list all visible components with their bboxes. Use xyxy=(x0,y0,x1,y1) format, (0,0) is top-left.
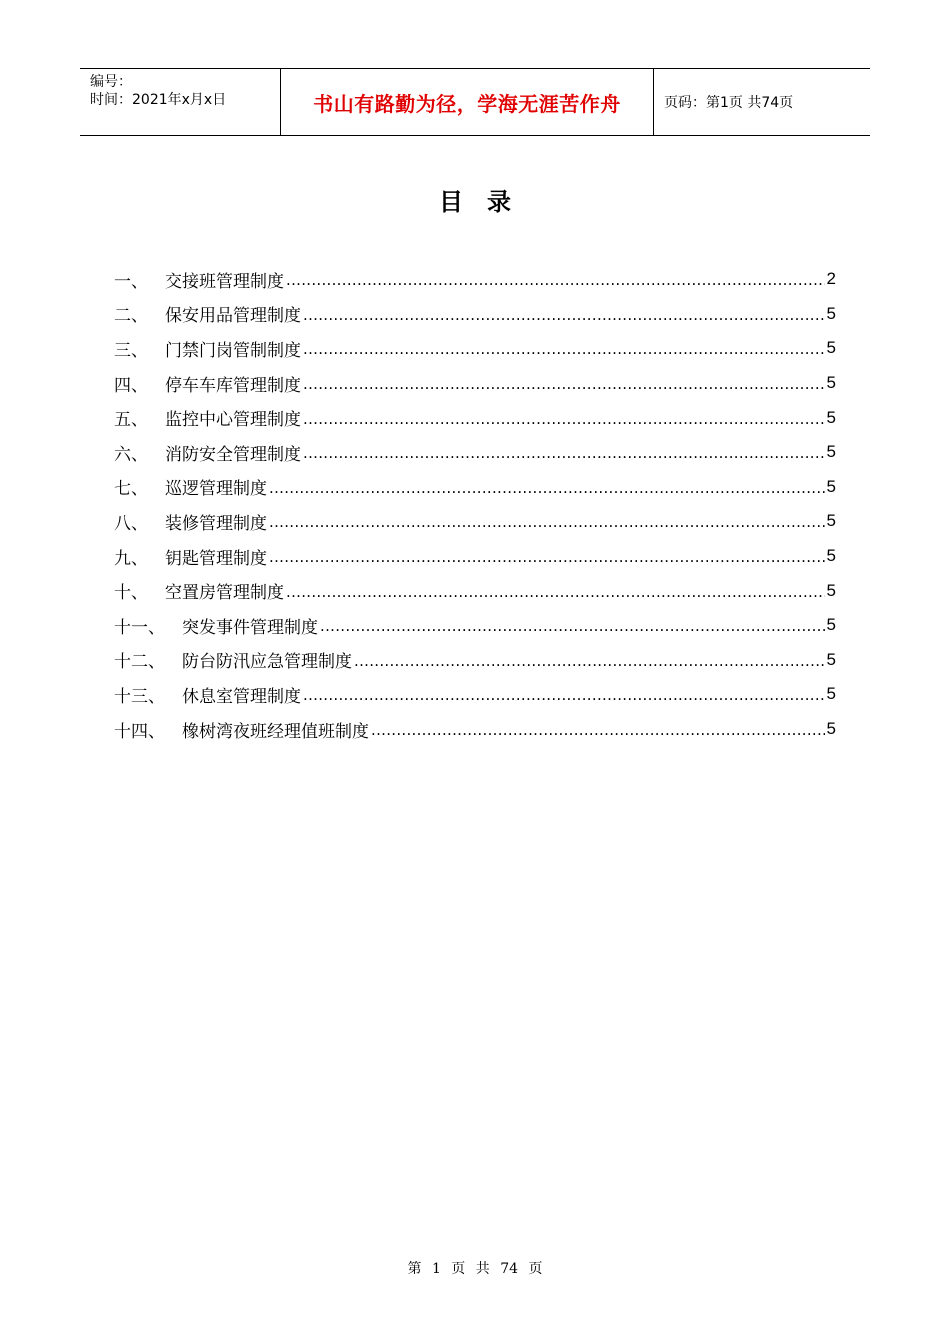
toc-label: 防台防汛应急管理制度 xyxy=(182,652,352,673)
toc-number: 三、 xyxy=(114,340,148,361)
document-header xyxy=(80,68,870,136)
toc-entry[interactable] xyxy=(114,712,836,747)
toc-number: 一、 xyxy=(114,271,148,292)
toc-number: 六、 xyxy=(114,444,148,465)
toc-page: 5 xyxy=(826,303,836,323)
toc-page: 5 xyxy=(826,373,836,393)
header-page-cell xyxy=(654,69,870,135)
toc-leader xyxy=(286,271,825,289)
toc-leader xyxy=(303,410,825,428)
page-footer: 第 1 页 共 74 页 xyxy=(407,1261,543,1277)
toc-entry[interactable] xyxy=(114,539,836,574)
toc-number: 十三、 xyxy=(114,686,165,707)
toc-page: 5 xyxy=(826,442,836,462)
document-number-label: 编号： xyxy=(90,74,132,90)
toc-entry[interactable] xyxy=(114,435,836,470)
toc-page: 5 xyxy=(826,407,836,427)
toc-number: 十、 xyxy=(114,583,148,604)
toc-page: 5 xyxy=(826,615,836,635)
toc-number: 二、 xyxy=(114,306,148,327)
page-title: 目录 xyxy=(439,188,535,216)
toc-leader xyxy=(269,548,825,566)
toc-number: 四、 xyxy=(114,375,148,396)
toc-number: 九、 xyxy=(114,548,148,569)
toc-leader xyxy=(269,479,825,497)
toc-page: 2 xyxy=(826,269,836,289)
toc-leader xyxy=(303,306,825,324)
toc-entry[interactable] xyxy=(114,331,836,366)
toc-page: 5 xyxy=(826,649,836,669)
header-page-info: 页码：第1页 共74页 xyxy=(664,95,794,111)
toc-number: 十一、 xyxy=(114,617,165,638)
toc-leader xyxy=(371,721,825,739)
toc-number: 七、 xyxy=(114,479,148,500)
toc-page: 5 xyxy=(826,684,836,704)
toc-entry[interactable] xyxy=(114,297,836,332)
toc-label: 橡树湾夜班经理值班制度 xyxy=(182,721,369,742)
toc-page: 5 xyxy=(826,338,836,358)
toc-entry[interactable] xyxy=(114,504,836,539)
header-motto: 书山有路勤为径，学海无涯苦作舟 xyxy=(313,91,621,116)
toc-label: 突发事件管理制度 xyxy=(182,617,318,638)
table-of-contents xyxy=(114,262,836,746)
toc-leader xyxy=(354,652,825,670)
toc-leader xyxy=(303,444,825,462)
toc-leader xyxy=(303,340,825,358)
toc-entry[interactable] xyxy=(114,470,836,505)
toc-label: 消防安全管理制度 xyxy=(165,444,301,465)
toc-entry[interactable] xyxy=(114,262,836,297)
toc-page: 5 xyxy=(826,511,836,531)
toc-leader xyxy=(303,686,825,704)
toc-number: 十二、 xyxy=(114,652,165,673)
toc-label: 巡逻管理制度 xyxy=(165,479,267,500)
toc-entry[interactable] xyxy=(114,366,836,401)
toc-page: 5 xyxy=(826,719,836,739)
toc-page: 5 xyxy=(826,546,836,566)
toc-label: 停车车库管理制度 xyxy=(165,375,301,396)
toc-entry[interactable] xyxy=(114,643,836,678)
toc-leader xyxy=(303,375,825,393)
toc-label: 门禁门岗管制制度 xyxy=(165,340,301,361)
toc-entry[interactable] xyxy=(114,677,836,712)
toc-number: 八、 xyxy=(114,513,148,534)
toc-label: 休息室管理制度 xyxy=(182,686,301,707)
toc-leader xyxy=(269,513,825,531)
toc-label: 装修管理制度 xyxy=(165,513,267,534)
toc-label: 保安用品管理制度 xyxy=(165,306,301,327)
toc-label: 监控中心管理制度 xyxy=(165,410,301,431)
toc-page: 5 xyxy=(826,580,836,600)
toc-label: 钥匙管理制度 xyxy=(165,548,267,569)
toc-leader xyxy=(320,617,825,635)
toc-number: 五、 xyxy=(114,410,148,431)
toc-page: 5 xyxy=(826,476,836,496)
toc-number: 十四、 xyxy=(114,721,165,742)
header-meta xyxy=(80,69,281,135)
toc-label: 交接班管理制度 xyxy=(165,271,284,292)
toc-leader xyxy=(286,583,825,601)
toc-entry[interactable] xyxy=(114,400,836,435)
toc-entry[interactable] xyxy=(114,608,836,643)
document-time-label: 时间：2021年x月x日 xyxy=(90,92,227,108)
toc-label: 空置房管理制度 xyxy=(165,583,284,604)
header-motto-cell xyxy=(281,69,654,135)
toc-entry[interactable] xyxy=(114,573,836,608)
